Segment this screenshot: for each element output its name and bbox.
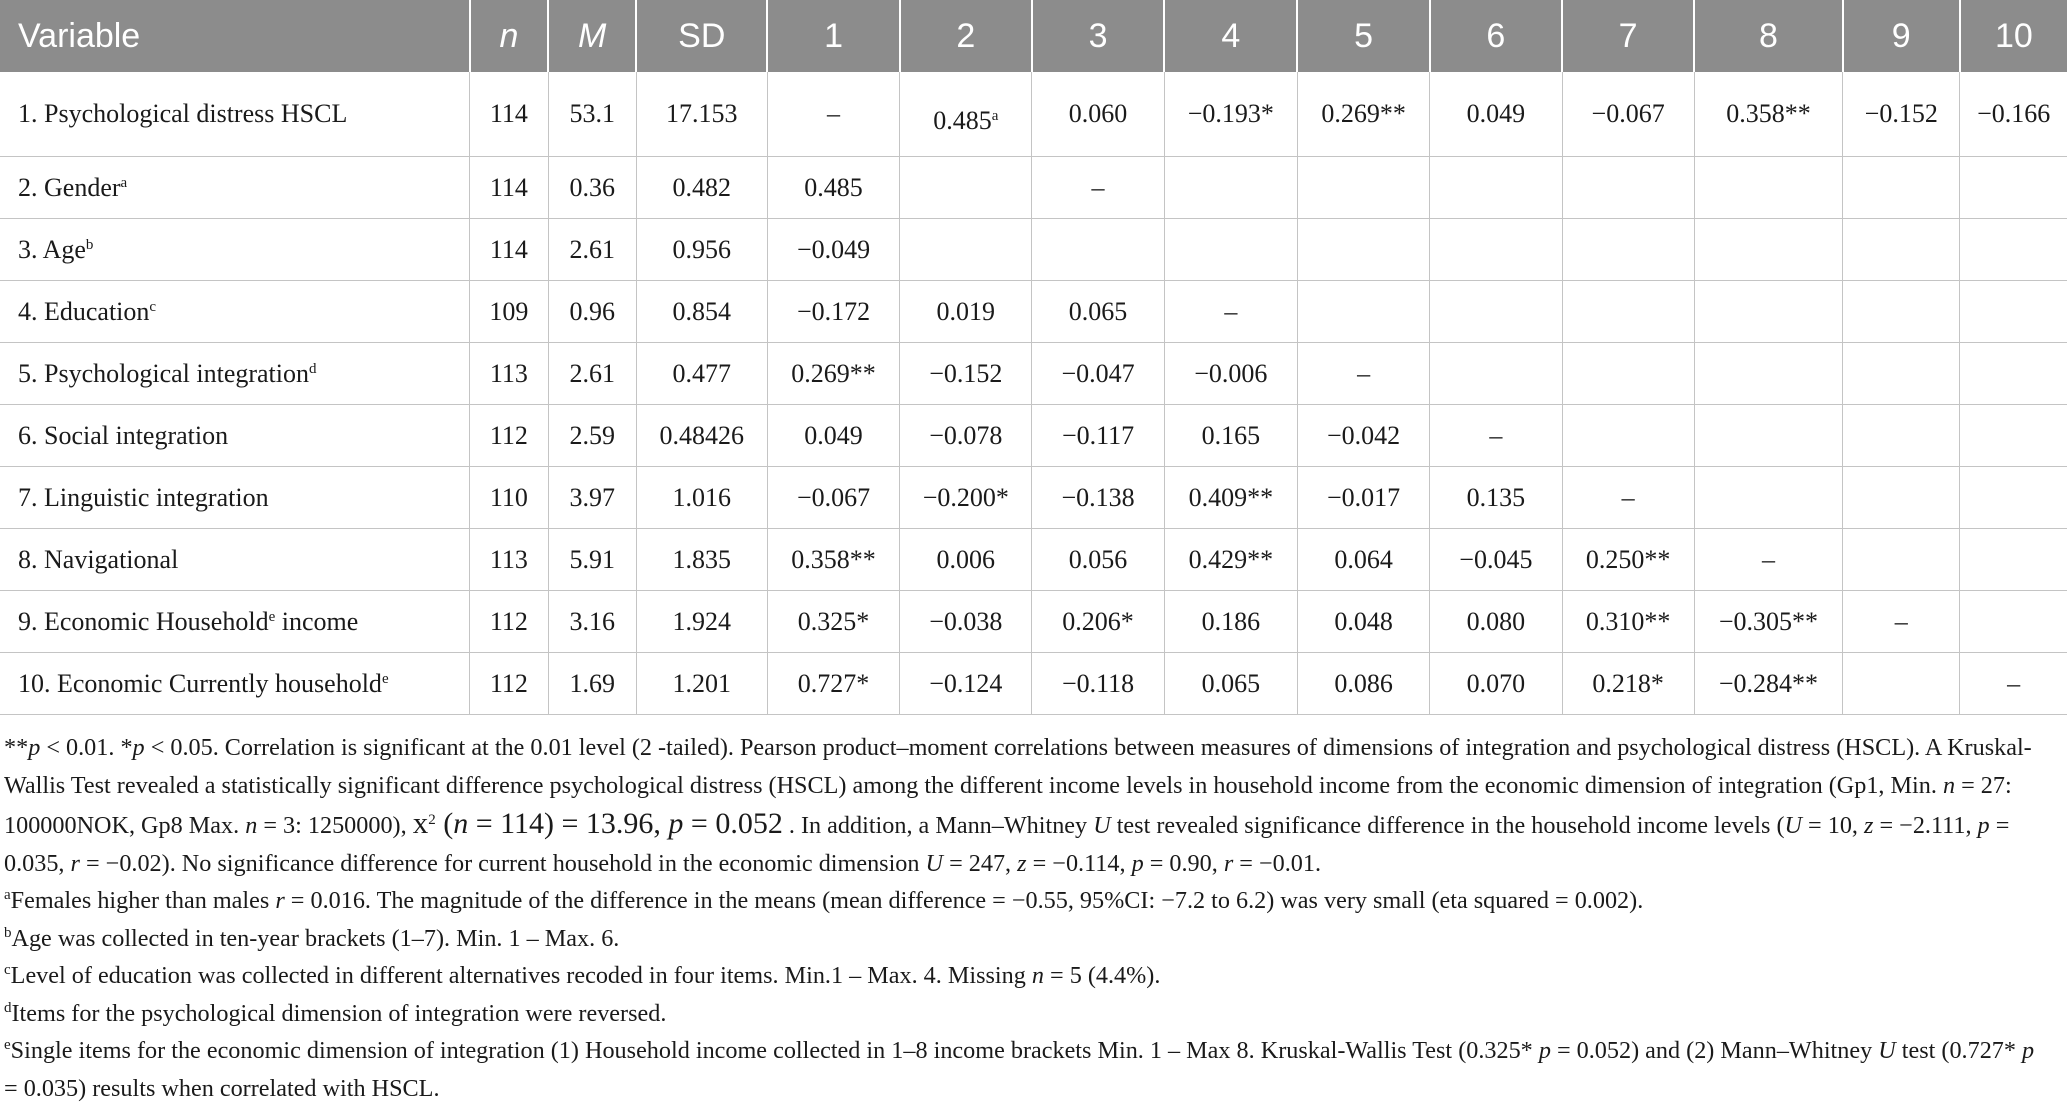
correlation-cell: −0.017	[1297, 467, 1429, 529]
correlation-cell	[1960, 467, 2067, 529]
footnote-d: $^d$Items for the psychological dimension of integration were reversed.	[4, 999, 667, 1027]
footnote-b: $^b$Age was collected in ten-year brackets (1–7). Min. 1 – Max. 6.	[4, 924, 620, 952]
header-mean: M	[548, 0, 636, 72]
stat-cell-sd: 0.477	[636, 343, 767, 405]
stat-cell-n: 112	[470, 653, 549, 715]
correlation-cell: −0.200*	[900, 467, 1032, 529]
correlation-cell	[1960, 343, 2067, 405]
stat-cell-n: 112	[470, 405, 549, 467]
correlation-cell: 0.056	[1032, 529, 1164, 591]
correlation-cell: 0.358**	[1694, 72, 1842, 157]
correlation-cell	[1960, 281, 2067, 343]
footnote-c: $^c$Level of education was collected in different alternatives recoded in four items. Min.1 – Max. 4. Missing n = 5 (4.4%).	[4, 962, 1161, 989]
variable-label: 7. Linguistic integration	[0, 467, 470, 529]
correlation-cell	[1694, 219, 1842, 281]
correlation-cell: −0.049	[767, 219, 899, 281]
correlation-cell: −0.117	[1032, 405, 1164, 467]
correlation-cell	[1960, 157, 2067, 219]
table-row	[0, 591, 2067, 653]
correlation-cell: −0.078	[900, 405, 1032, 467]
correlation-cell: –	[1297, 343, 1429, 405]
variable-label: 2. Gender$^a$	[0, 157, 470, 219]
table-row	[0, 467, 2067, 529]
stat-cell-sd: 1.201	[636, 653, 767, 715]
header-col-4: 4	[1164, 0, 1297, 72]
correlation-cell	[1960, 219, 2067, 281]
variable-label: 10. Economic Currently household$^e$	[0, 653, 470, 715]
correlation-cell: 0.165	[1164, 405, 1297, 467]
table-row	[0, 343, 2067, 405]
header-col-10: 10	[1960, 0, 2067, 72]
stat-cell-sd: 1.835	[636, 529, 767, 591]
correlation-cell: 0.049	[1430, 72, 1562, 157]
variable-label: 4. Education$^c$	[0, 281, 470, 343]
correlation-cell: 0.485	[767, 157, 899, 219]
variable-label: 8. Navigational	[0, 529, 470, 591]
stat-cell-m: 3.16	[548, 591, 636, 653]
chi-square-expression: $x^2$ (n = 114) = 13.96, p = 0.052	[412, 805, 783, 840]
correlation-cell: –	[1562, 467, 1694, 529]
correlation-cell	[1562, 157, 1694, 219]
correlation-cell	[1843, 467, 1960, 529]
table-row	[0, 529, 2067, 591]
table-row	[0, 157, 2067, 219]
stat-cell-m: 3.97	[548, 467, 636, 529]
correlation-cell: −0.166	[1960, 72, 2067, 157]
correlation-cell: 0.325*	[767, 591, 899, 653]
correlation-cell: −0.305**	[1694, 591, 1842, 653]
correlation-cell: −0.067	[767, 467, 899, 529]
stat-cell-sd: 0.48426	[636, 405, 767, 467]
correlation-cell: 0.269**	[1297, 72, 1429, 157]
correlation-cell	[1562, 343, 1694, 405]
footnote-e: $^e$Single items for the economic dimension of integration (1) Household income collected in 1–8 income brackets Min. 1 – Max 8. Kruskal-Wallis Test (0.325* p = 0.052) and (2) Mann–Whitney U test (0.727* p = 0.035) results when correlated with HSCL.	[4, 1037, 2035, 1102]
variable-label: 5. Psychological integration$^d$	[0, 343, 470, 405]
header-row	[0, 0, 2067, 72]
table-notes	[0, 715, 2067, 1107]
correlation-cell	[1164, 219, 1297, 281]
correlation-cell: −0.038	[900, 591, 1032, 653]
stat-cell-n: 113	[470, 343, 549, 405]
stat-cell-n: 114	[470, 72, 549, 157]
correlation-cell: 0.186	[1164, 591, 1297, 653]
correlation-cell	[1694, 467, 1842, 529]
header-col-5: 5	[1297, 0, 1429, 72]
table-row	[0, 219, 2067, 281]
correlation-cell	[1960, 405, 2067, 467]
correlation-cell	[1297, 157, 1429, 219]
variable-label: 3. Age$^b$	[0, 219, 470, 281]
stat-cell-n: 110	[470, 467, 549, 529]
correlation-cell	[1164, 157, 1297, 219]
correlation-cell: −0.067	[1562, 72, 1694, 157]
correlation-cell	[1843, 281, 1960, 343]
stat-cell-sd: 0.956	[636, 219, 767, 281]
correlation-cell	[1297, 281, 1429, 343]
stat-cell-n: 114	[470, 157, 549, 219]
correlation-cell: 0.358**	[767, 529, 899, 591]
header-col-3: 3	[1032, 0, 1164, 72]
correlation-cell: −0.172	[767, 281, 899, 343]
stat-cell-m: 2.61	[548, 343, 636, 405]
stat-cell-n: 109	[470, 281, 549, 343]
correlation-cell	[1430, 157, 1562, 219]
correlation-cell: 0.485$^a$	[900, 72, 1032, 157]
table-row	[0, 653, 2067, 715]
correlation-cell	[1960, 529, 2067, 591]
correlation-cell: 0.269**	[767, 343, 899, 405]
correlation-cell	[1843, 405, 1960, 467]
table-body	[0, 72, 2067, 715]
header-col-2: 2	[900, 0, 1032, 72]
correlation-cell: –	[767, 72, 899, 157]
note-significance: **p < 0.01. *p < 0.05. Correlation is significant at the 0.01 level (2 -tailed). Pearson product–moment correlations between measures of dimensions of integration and psychological distress (HSCL). A Kruskal-Wallis Test revealed a statistically significant difference psychological distress (HSCL) among the different income levels in household income from the economic dimension of integration (Gp1, Min. n = 27: 100000NOK, Gp8 Max. n = 3: 1250000), $x^2$ (n = 114) = 13.96, p = 0.052 . In addition, a Mann–Whitney U test revealed significance difference in the household income levels (U = 10, z = −2.111, p = 0.035, r = −0.02). No significance difference for current household in the economic dimension U = 247, z = −0.114, p = 0.90, r = −0.01.	[4, 734, 2032, 877]
correlation-cell: 0.135	[1430, 467, 1562, 529]
correlation-cell: −0.118	[1032, 653, 1164, 715]
correlation-cell: 0.429**	[1164, 529, 1297, 591]
correlation-cell: −0.045	[1430, 529, 1562, 591]
stat-cell-m: 53.1	[548, 72, 636, 157]
correlation-cell: −0.138	[1032, 467, 1164, 529]
correlation-cell: –	[1032, 157, 1164, 219]
stat-cell-m: 2.61	[548, 219, 636, 281]
correlation-cell	[1430, 281, 1562, 343]
correlation-cell	[1694, 157, 1842, 219]
correlation-cell: 0.006	[900, 529, 1032, 591]
variable-label: 6. Social integration	[0, 405, 470, 467]
stat-cell-m: 0.36	[548, 157, 636, 219]
correlation-cell	[1694, 343, 1842, 405]
correlation-cell: 0.218*	[1562, 653, 1694, 715]
correlation-cell: –	[1430, 405, 1562, 467]
header-n: n	[470, 0, 549, 72]
correlation-cell: –	[1960, 653, 2067, 715]
stat-cell-sd: 0.854	[636, 281, 767, 343]
stat-cell-m: 0.96	[548, 281, 636, 343]
header-sd: SD	[636, 0, 767, 72]
correlation-cell: 0.727*	[767, 653, 899, 715]
stat-cell-sd: 1.924	[636, 591, 767, 653]
correlation-cell	[1430, 219, 1562, 281]
correlation-cell: −0.042	[1297, 405, 1429, 467]
correlation-cell: –	[1164, 281, 1297, 343]
correlation-cell	[1843, 219, 1960, 281]
stat-cell-m: 2.59	[548, 405, 636, 467]
correlation-cell: 0.206*	[1032, 591, 1164, 653]
correlation-cell	[1694, 281, 1842, 343]
correlation-cell: 0.049	[767, 405, 899, 467]
header-col-7: 7	[1562, 0, 1694, 72]
footnote-a: $^a$Females higher than males r = 0.016. The magnitude of the difference in the means (mean difference = −0.55, 95%CI: −7.2 to 6.2) was very small (eta squared = 0.002).	[4, 887, 1644, 914]
correlation-cell: 0.310**	[1562, 591, 1694, 653]
correlation-cell: 0.065	[1032, 281, 1164, 343]
correlation-cell	[1297, 219, 1429, 281]
stat-cell-sd: 0.482	[636, 157, 767, 219]
correlation-cell	[1843, 343, 1960, 405]
correlation-cell	[900, 157, 1032, 219]
correlation-cell: 0.048	[1297, 591, 1429, 653]
variable-label: 1. Psychological distress HSCL	[0, 72, 470, 157]
header-col-6: 6	[1430, 0, 1562, 72]
variable-label: 9. Economic Household$^e$ income	[0, 591, 470, 653]
table-row	[0, 72, 2067, 157]
stat-cell-n: 113	[470, 529, 549, 591]
correlation-cell	[1960, 591, 2067, 653]
correlation-cell: 0.070	[1430, 653, 1562, 715]
correlation-cell	[1032, 219, 1164, 281]
correlation-cell	[1843, 157, 1960, 219]
correlation-cell: 0.080	[1430, 591, 1562, 653]
stat-cell-n: 112	[470, 591, 549, 653]
correlation-cell	[1430, 343, 1562, 405]
correlation-cell	[1843, 529, 1960, 591]
stat-cell-m: 5.91	[548, 529, 636, 591]
correlation-cell: −0.124	[900, 653, 1032, 715]
header-col-9: 9	[1843, 0, 1960, 72]
correlation-cell	[1694, 405, 1842, 467]
correlation-cell	[1843, 653, 1960, 715]
correlation-cell	[1562, 219, 1694, 281]
header-col-1: 1	[767, 0, 899, 72]
correlation-cell	[1562, 405, 1694, 467]
correlation-cell	[900, 219, 1032, 281]
stat-cell-n: 114	[470, 219, 549, 281]
correlation-cell: 0.086	[1297, 653, 1429, 715]
correlation-cell: −0.284**	[1694, 653, 1842, 715]
correlation-cell: 0.060	[1032, 72, 1164, 157]
correlation-cell: −0.047	[1032, 343, 1164, 405]
correlation-cell: −0.152	[900, 343, 1032, 405]
table-row	[0, 281, 2067, 343]
correlation-cell: 0.019	[900, 281, 1032, 343]
correlation-cell: 0.409**	[1164, 467, 1297, 529]
stat-cell-m: 1.69	[548, 653, 636, 715]
correlation-cell: –	[1843, 591, 1960, 653]
table-row	[0, 405, 2067, 467]
stat-cell-sd: 17.153	[636, 72, 767, 157]
correlation-cell: −0.006	[1164, 343, 1297, 405]
correlation-cell	[1562, 281, 1694, 343]
correlation-cell: 0.065	[1164, 653, 1297, 715]
header-variable: Variable	[0, 0, 470, 72]
stat-cell-sd: 1.016	[636, 467, 767, 529]
correlation-cell: −0.193*	[1164, 72, 1297, 157]
correlation-cell: −0.152	[1843, 72, 1960, 157]
header-col-8: 8	[1694, 0, 1842, 72]
correlation-cell: –	[1694, 529, 1842, 591]
correlation-cell: 0.064	[1297, 529, 1429, 591]
correlation-cell: 0.250**	[1562, 529, 1694, 591]
